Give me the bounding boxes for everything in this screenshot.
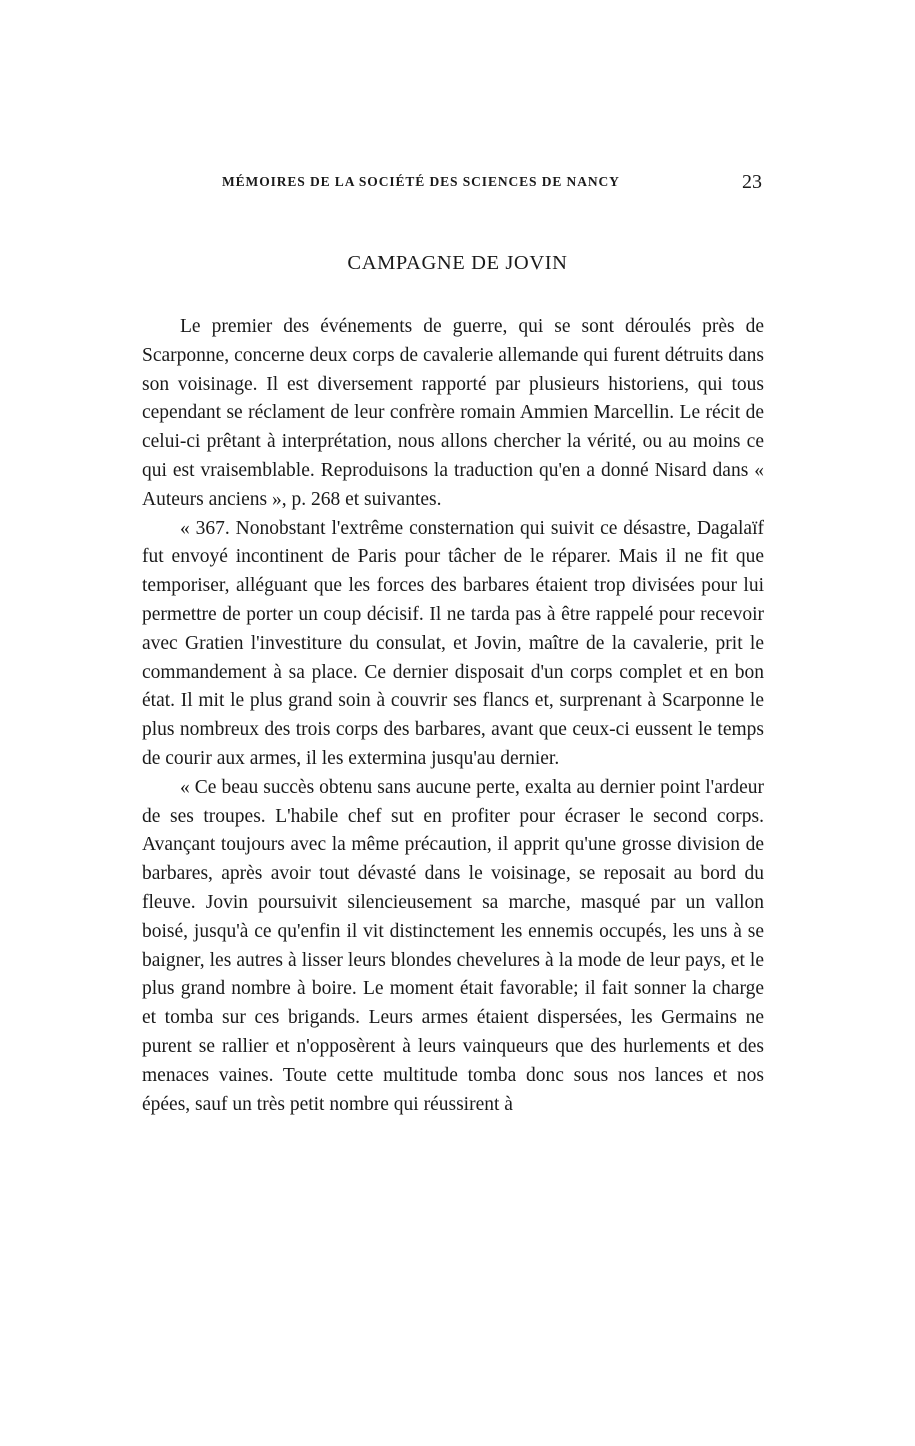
paragraph: « Ce beau succès obtenu sans aucune perte, exalta au dernier point l'ardeur de ses troupes. L'habile chef sut en profiter pour écraser le second corps. Avançant toujours avec la même précaution, il apprit qu'une grosse division de barbares, après avoir tout dévasté dans le voisinage, se reposait au bord du fleuve. Jovin poursuivit silencieusement sa marche, masqué par un vallon boisé, jusqu'à ce qu'enfin il vit distinctement les ennemis occupés, les uns à se baigner, les autres à lisser leurs blondes chevelures à la mode de leur pays, et le plus grand nombre à boire. Le moment était favorable; il fait sonner la charge et tomba sur ces brigands. Leurs armes étaient dispersées, les Germains ne purent se rallier et n'opposèrent à leurs vainqueurs que des hurlements et des menaces vaines. Toute cette multitude tomba donc sous nos lances et nos épées, sauf un très petit nombre qui réussirent à xyxy=(142,776,764,1115)
body-text xyxy=(142,313,764,1119)
running-title: MÉMOIRES DE LA SOCIÉTÉ DES SCIENCES DE NANCY xyxy=(222,174,620,189)
paragraph: « 367. Nonobstant l'extrême consternation qui suivit ce désastre, Dagalaïf fut envoyé incontinent de Paris pour tâcher de le réparer. Mais il ne fit que temporiser, alléguant que les forces des barbares étaient trop divisées pour lui permettre de porter un coup décisif. Il ne tarda pas à être rappelé pour recevoir avec Gratien l'investiture du consulat, et Jovin, maître de la cavalerie, prit le commandement à sa place. Ce dernier disposait d'un corps complet et en bon état. Il mit le plus grand soin à couvrir ses flancs et, surprenant à Scarponne le plus nombreux des trois corps des barbares, avant que ceux-ci eussent le temps de courir aux armes, il les extermina jusqu'au dernier. xyxy=(142,517,764,769)
running-head xyxy=(0,171,915,198)
section-title: CAMPAGNE DE JOVIN xyxy=(347,252,568,274)
paragraph: Le premier des événements de guerre, qui se sont déroulés près de Scarponne, concerne deux corps de cavalerie allemande qui furent détruits dans son voisinage. Il est diversement rapporté par plusieurs historiens, qui tous cependant se réclament de leur confrère romain Ammien Marcellin. Le récit de celui-ci prêtant à interprétation, nous allons chercher la vérité, ou au moins ce qui est vraisemblable. Reproduisons la traduction qu'en a donné Nisard dans « Auteurs anciens », p. 268 et suivantes. xyxy=(142,316,764,510)
page-number: 23 xyxy=(742,171,762,193)
